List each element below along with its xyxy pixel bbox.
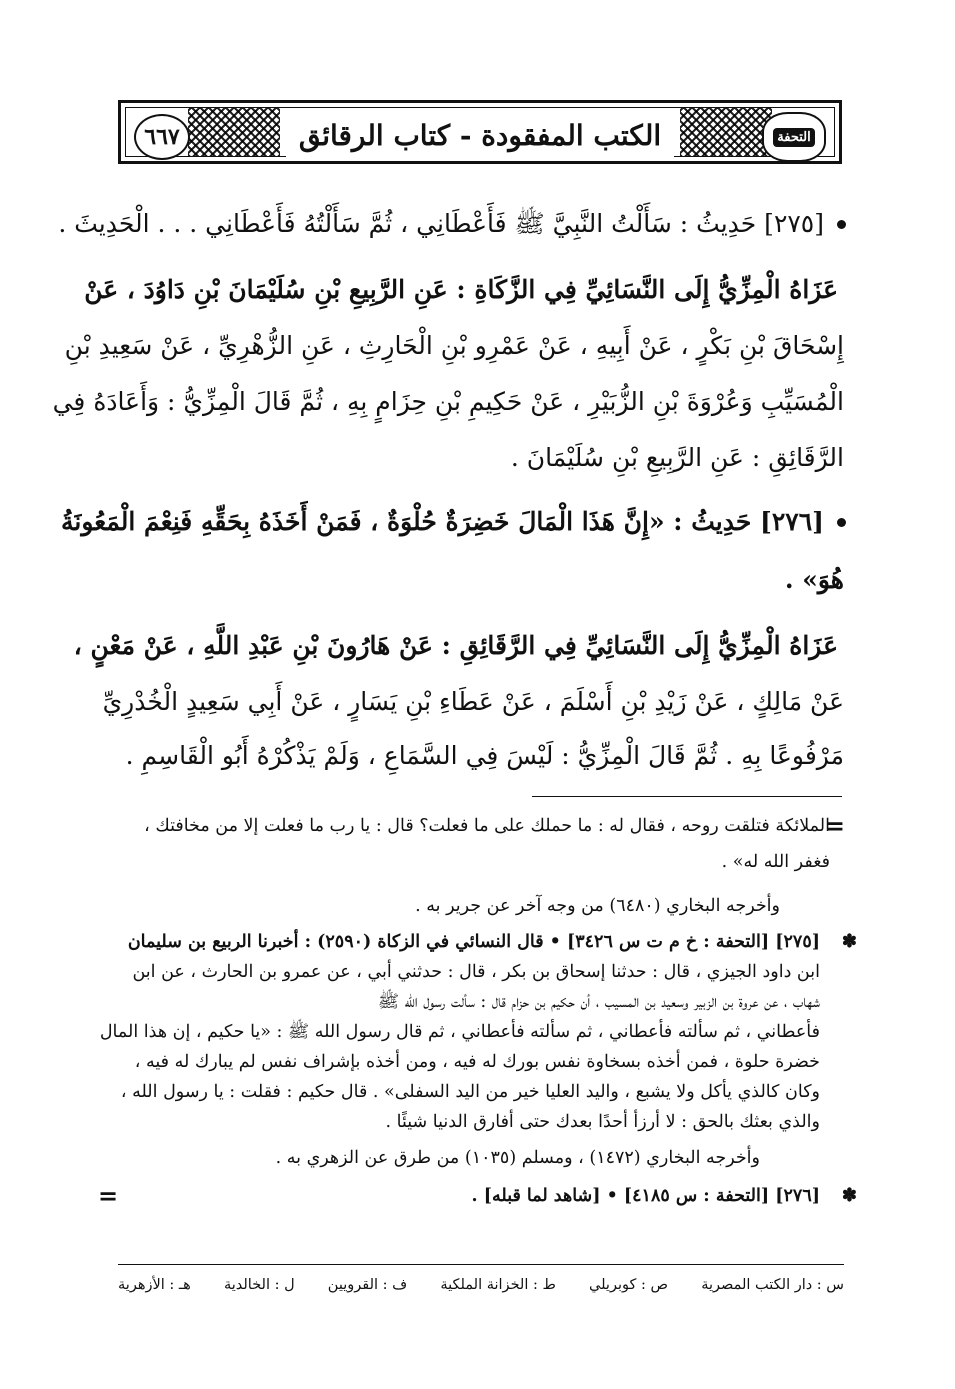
footnote-line: الملائكة فتلقت روحه ، فقال له : ما حملك على ما فعلت؟ قال : يا رب ما فعلت إلا من مخافتك ،: [144, 816, 830, 836]
attribution-275-line-4: الرَّقَائِقِ : عَنِ الرَّبِيعِ بْنِ سُلَيْمَانَ .: [510, 443, 844, 472]
footnote-line: وكان كالذي يأكل ولا يشبع ، واليد العليا خير من اليد السفلى» . قال حكيم : فقلت : يا رسول الله ،: [120, 1082, 820, 1102]
hadith-275-heading: [٢٧٥] حَدِيثُ : سَأَلْتُ النَّبِيَّ ﷺ فَأَعْطَانِي ، ثُمَّ سَأَلْتُهُ فَأَعْطَانِي . . . الْحَدِيثَ .: [118, 204, 844, 244]
footnote-line: [٢٧٦] [التحفة : س ٤١٨٥] • [شاهد لما قبله] .: [471, 1186, 820, 1206]
attribution-276-line-3: مَرْفُوعًا بِهِ . ثُمَّ قَالَ الْمِزِّيُّ : لَيْسَ فِي السَّمَاعِ ، وَلَمْ يَذْكُرْهُ أَبُو الْقَاسِمِ .: [125, 741, 844, 770]
running-title: الكتب المفقودة - كتاب الرقائق: [286, 112, 674, 158]
footnote-line: خضرة حلوة ، فمن أخذه بسخاوة نفس بورك له فيه ، ومن أخذه بإشراف نفس لم يبارك له فيه ،: [134, 1052, 820, 1072]
attribution-275-line-2: إِسْحَاقَ بْنِ بَكْرٍ ، عَنْ أَبِيهِ ، عَنْ عَمْرِو بْنِ الْحَارِثِ ، عَنِ الزُّهْرِيِّ ، عَنْ سَعِيدِ بْنِ: [64, 331, 844, 360]
attribution-276-line-2: عَنْ مَالِكٍ ، عَنْ زَيْدِ بْنِ أَسْلَمَ ، عَنْ عَطَاءِ بْنِ يَسَارٍ ، عَنْ أَبِي سَعِيدٍ الْخُدْرِيِّ: [102, 687, 844, 716]
attribution-275-line-3: الْمُسَيِّبِ وَعُرْوَةَ بْنِ الزُّبَيْرِ ، عَنْ حَكِيمِ بْنِ حِزَامٍ بِهِ ، ثُمَّ قَالَ الْمِزِّيُّ : وَأَعَادَهُ فِي: [52, 387, 844, 416]
source-item: ل : الخالدية: [223, 1277, 295, 1293]
source-item: ص : كوبريلي: [589, 1277, 669, 1293]
page-number: ٦٦٧: [134, 114, 190, 160]
footnote-line: فغفر الله له» .: [721, 852, 830, 872]
bullet-icon: [837, 220, 846, 229]
footnote-line: وأخرجه البخاري (١٤٧٢) ، ومسلم (١٠٣٥) من طرق عن الزهري به .: [275, 1148, 760, 1168]
star-icon: ✽: [841, 931, 857, 952]
hadith-276-heading: [٢٧٦] حَدِيثُ : «إِنَّ هَذَا الْمَالَ خَضِرَةٌ حُلْوَةٌ ، فَمَنْ أَخَذَهُ بِحَقِّهِ فَنِعْمَ الْمَعُونَةُ: [118, 502, 844, 542]
bullet-icon: [837, 518, 846, 527]
end-mark: =: [98, 1181, 119, 1210]
sources-divider: [118, 1264, 844, 1265]
footnote-line: فأعطاني ، ثم سألته فأعطاني ، ثم سألته فأعطاني ، ثم قال رسول الله ﷺ : «يا حكيم ، إن هذا المال: [99, 1022, 820, 1042]
source-item: هـ : الأزهرية: [118, 1277, 191, 1293]
source-item: ف : القرويين: [327, 1277, 408, 1293]
continuation-mark: =: [824, 811, 845, 840]
footnote-line: [٢٧٥] [التحفة : خ م ت س ٣٤٢٦] • قال النسائي في الزكاة (٢٥٩٠) : أخبرنا الربيع بن سليمان: [127, 932, 820, 952]
source-item: ط : الخزانة الملكية: [440, 1277, 556, 1293]
attribution-276-line-1: عَزَاهُ الْمِزِّيُّ إِلَى النَّسَائِيِّ فِي الرَّقَائِقِ : عَنْ هَارُونَ بْنِ عَبْدِ اللَّهِ ، عَنْ مَعْنٍ ،: [73, 631, 838, 660]
footnote-divider: [532, 796, 842, 797]
hadith-276-heading-cont: هُوَ» .: [784, 565, 844, 594]
footnote-line: شهاب ، عن عروة بن الزبير وسعيد بن المسيب ، أن حكيم بن حزام قال : سألت رسول الله ﷺ: [377, 992, 820, 1012]
emblem-text: التحفة: [773, 128, 814, 147]
footnote-line: ابن داود الجيزي ، قال : حدثنا إسحاق بن بكر ، قال : حدثني أبي ، عن عمرو بن الحارث ، عن ابن: [132, 962, 820, 982]
attribution-275-line-1: عَزَاهُ الْمِزِّيُّ إِلَى النَّسَائِيِّ فِي الزَّكَاةِ : عَنِ الرَّبِيعِ بْنِ سُلَيْمَانَ بْنِ دَاوُدَ ، عَنْ: [84, 275, 838, 304]
main-text: [52, 0, 844, 790]
footnote-line: وأخرجه البخاري (٦٤٨٠) من وجه آخر عن جرير به .: [415, 896, 780, 916]
footnote-line: والذي بعثك بالحق : لا أرزأ أحدًا بعدك حتى أفارق الدنيا شيئًا .: [385, 1112, 820, 1132]
source-item: س : دار الكتب المصرية: [701, 1277, 844, 1293]
manuscript-sources-key: [118, 1272, 844, 1298]
star-icon: ✽: [841, 1185, 857, 1206]
